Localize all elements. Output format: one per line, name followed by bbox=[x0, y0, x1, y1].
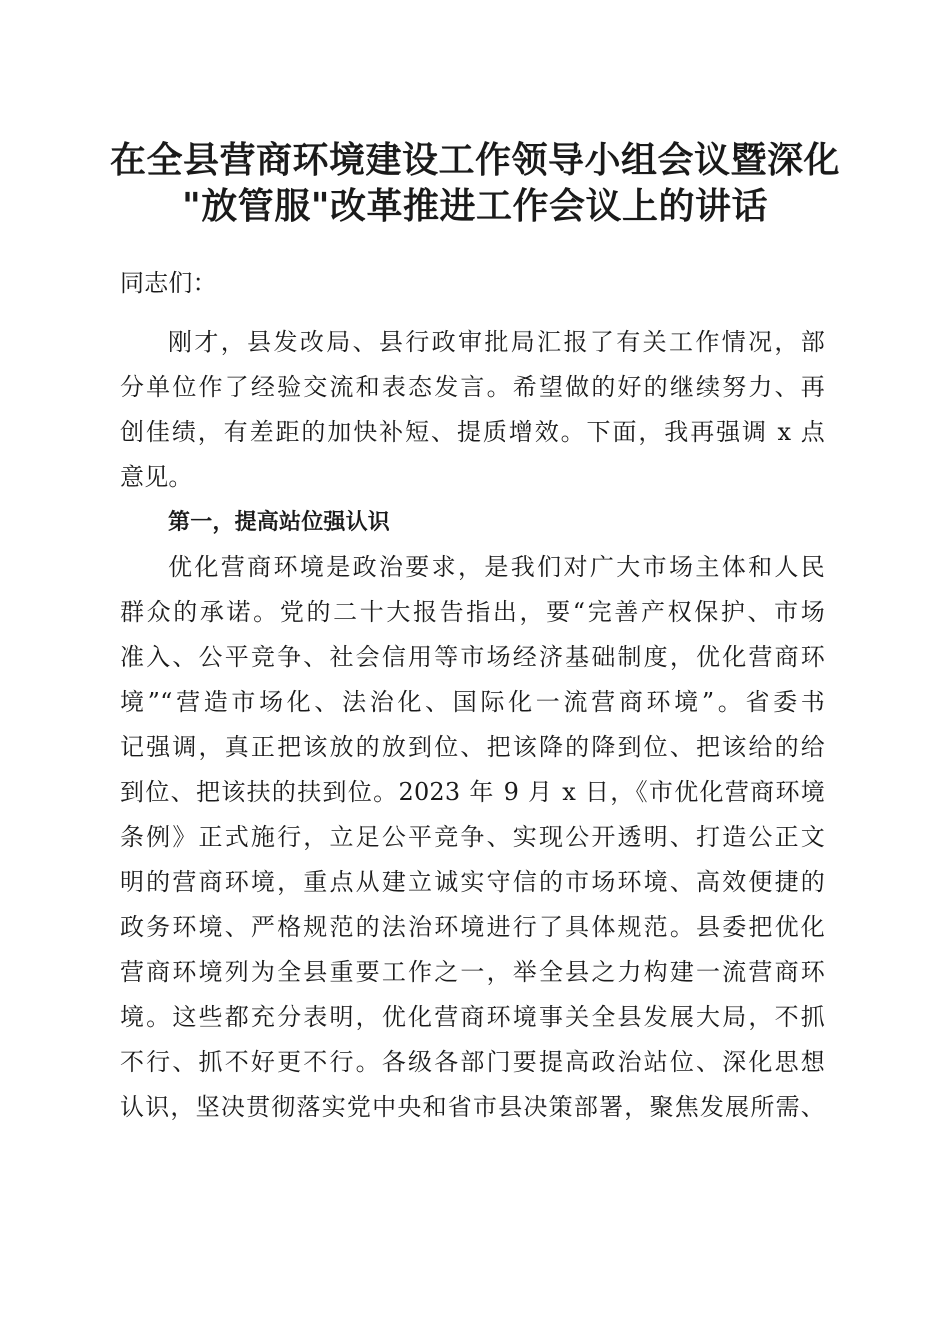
salutation: 同志们： bbox=[120, 269, 217, 297]
paragraph-2-line: 记强调，真正把该放的放到位、把该降的降到位、把该给的给 bbox=[120, 733, 825, 761]
paragraph-2-line: 营商环境列为全县重要工作之一，举全县之力构建一流营商环 bbox=[120, 958, 825, 986]
paragraph-2-line: 境”“营造市场化、法治化、国际化一流营商环境”。省委书 bbox=[120, 688, 825, 716]
paragraph-2-line: 到位、把该扶的扶到位。2023 年 9 月 x 日，《市优化营商环境 bbox=[120, 778, 825, 806]
paragraph-2-line: 政务环境、严格规范的法治环境进行了具体规范。县委把优化 bbox=[120, 913, 825, 941]
section-1-heading: 第一，提高站位强认识 bbox=[168, 510, 391, 535]
paragraph-2-line: 明的营商环境，重点从建立诚实守信的市场环境、高效便捷的 bbox=[120, 868, 825, 896]
paragraph-1-line: 刚才，县发改局、县行政审批局汇报了有关工作情况，部 bbox=[168, 328, 825, 356]
paragraph-2-line: 准入、公平竞争、社会信用等市场经济基础制度，优化营商环 bbox=[120, 643, 825, 671]
paragraph-1-line: 分单位作了经验交流和表态发言。希望做的好的继续努力、再 bbox=[120, 373, 825, 401]
paragraph-2-line: 境。这些都充分表明，优化营商环境事关全县发展大局，不抓 bbox=[120, 1003, 825, 1031]
paragraph-2-line: 认识，坚决贯彻落实党中央和省市县决策部署，聚焦发展所需、 bbox=[120, 1093, 825, 1121]
paragraph-2-line: 群众的承诺。党的二十大报告指出，要“完善产权保护、市场 bbox=[120, 598, 825, 626]
paragraph-2-line: 条例》正式施行，立足公平竞争、实现公开透明、打造公正文 bbox=[120, 823, 825, 851]
paragraph-2-line: 优化营商环境是政治要求，是我们对广大市场主体和人民 bbox=[168, 553, 825, 581]
paragraph-1-line: 创佳绩，有差距的加快补短、提质增效。下面，我再强调 x 点 bbox=[120, 418, 825, 446]
paragraph-2-line: 不行、抓不好更不行。各级各部门要提高政治站位、深化思想 bbox=[120, 1048, 825, 1076]
paragraph-1-line: 意见。 bbox=[120, 463, 193, 491]
document-title-line-1: 在全县营商环境建设工作领导小组会议暨深化 bbox=[109, 140, 840, 181]
document-title-line-2: "放管服"改革推进工作会议上的讲话 bbox=[181, 186, 768, 227]
